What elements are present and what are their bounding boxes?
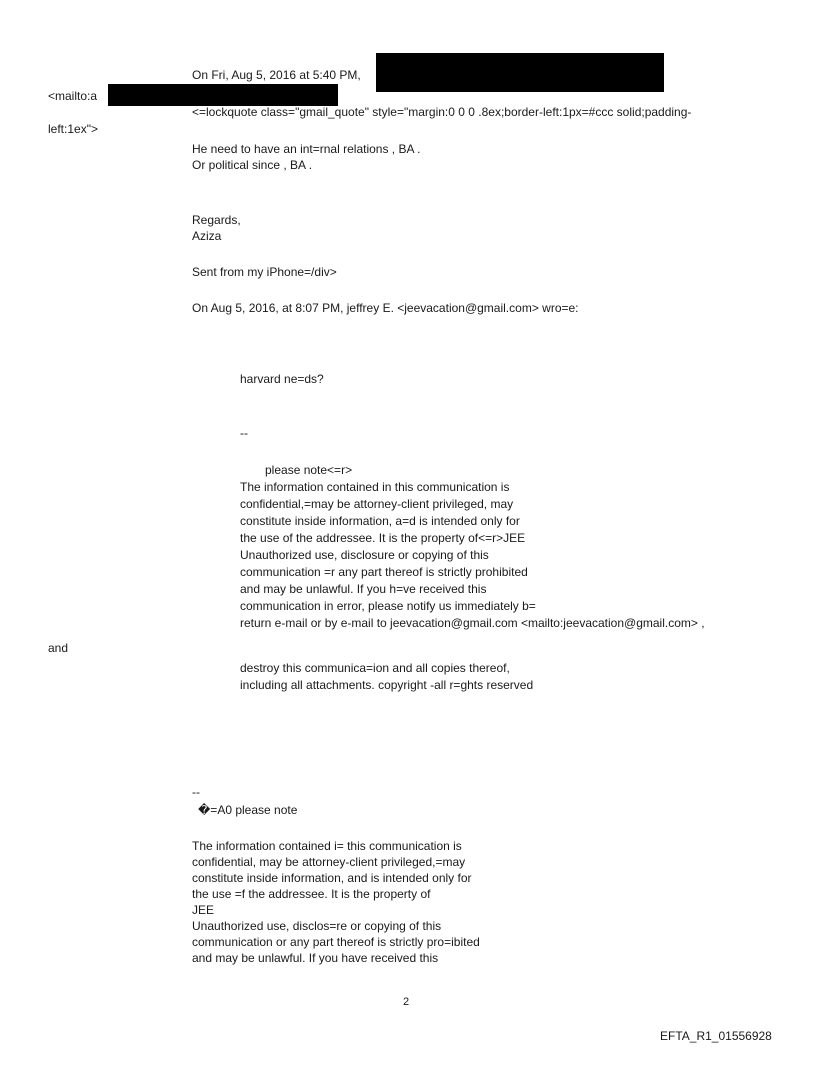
disclaimer-line: The information contained in this communication is	[240, 480, 510, 494]
quoted-question: harvard ne=ds?	[240, 372, 324, 386]
reply-line: Or political since , BA .	[192, 158, 313, 172]
redaction-block	[376, 53, 664, 92]
wrapped-and: and	[48, 641, 69, 655]
disclaimer-line: confidential,=may be attorney-client privileged, may	[240, 497, 514, 511]
document-id: EFTA_R1_01556928	[660, 1029, 772, 1043]
please-note: please note<=r>	[265, 463, 353, 477]
signature-disclaimer-line: and may be unlawful. If you have received this	[192, 951, 439, 965]
separator-dashes: --	[192, 785, 200, 799]
signature-disclaimer-line: Unauthorized use, disclos=re or copying of this	[192, 919, 442, 933]
disclaimer-end-line: including all attachments. copyright -all r=ghts reserved	[240, 678, 534, 692]
regards: Regards,	[192, 213, 241, 227]
signature-disclaimer-line: the use =f the addressee. It is the property of	[192, 887, 431, 901]
signature-disclaimer-line: JEE	[192, 903, 215, 917]
sent-from: Sent from my iPhone=/div>	[192, 265, 337, 279]
disclaimer-line: and may be unlawful. If you h=ve received this	[240, 582, 487, 596]
signature-disclaimer-line: constitute inside information, and is intended only for	[192, 871, 472, 885]
signature-disclaimer-line: confidential, may be attorney-client privileged,=may	[192, 855, 466, 869]
signature-disclaimer-line: communication or any part thereof is strictly pro=ibited	[192, 935, 480, 949]
separator-dashes: --	[240, 426, 248, 440]
disclaimer-line: return e-mail or by e-mail to jeevacation@gmail.com <mailto:jeevacation@gmail.com> ,	[240, 616, 705, 630]
please-note: �=A0 please note	[198, 803, 298, 817]
disclaimer-line: the use of the addressee. It is the property of<=r>JEE	[240, 531, 526, 545]
quoted-header: On Aug 5, 2016, at 8:07 PM, jeffrey E. <jeevacation@gmail.com> wro=e:	[192, 301, 579, 315]
signature-disclaimer-line: The information contained i= this communication is	[192, 839, 462, 853]
disclaimer-line: constitute inside information, a=d is intended only for	[240, 514, 520, 528]
page-number: 2	[403, 996, 410, 1008]
redaction-block	[108, 84, 338, 106]
reply-line: He need to have an int=rnal relations , BA .	[192, 142, 421, 156]
on-fri-header: On Fri, Aug 5, 2016 at 5:40 PM,	[192, 68, 361, 82]
disclaimer-end-line: destroy this communica=ion and all copies thereof,	[240, 661, 510, 675]
disclaimer-line: Unauthorized use, disclosure or copying of this	[240, 548, 489, 562]
disclaimer-line: communication =r any part thereof is strictly prohibited	[240, 565, 528, 579]
blockquote-markup-line1: <=lockquote class="gmail_quote" style="margin:0 0 0 .8ex;border-left:1px=#ccc solid;padding-	[192, 105, 692, 119]
blockquote-markup-line2: left:1ex">	[48, 122, 98, 136]
mailto-prefix: <mailto:a	[48, 89, 98, 103]
sender-name: Aziza	[192, 229, 222, 243]
disclaimer-line: communication in error, please notify us immediately b=	[240, 599, 536, 613]
